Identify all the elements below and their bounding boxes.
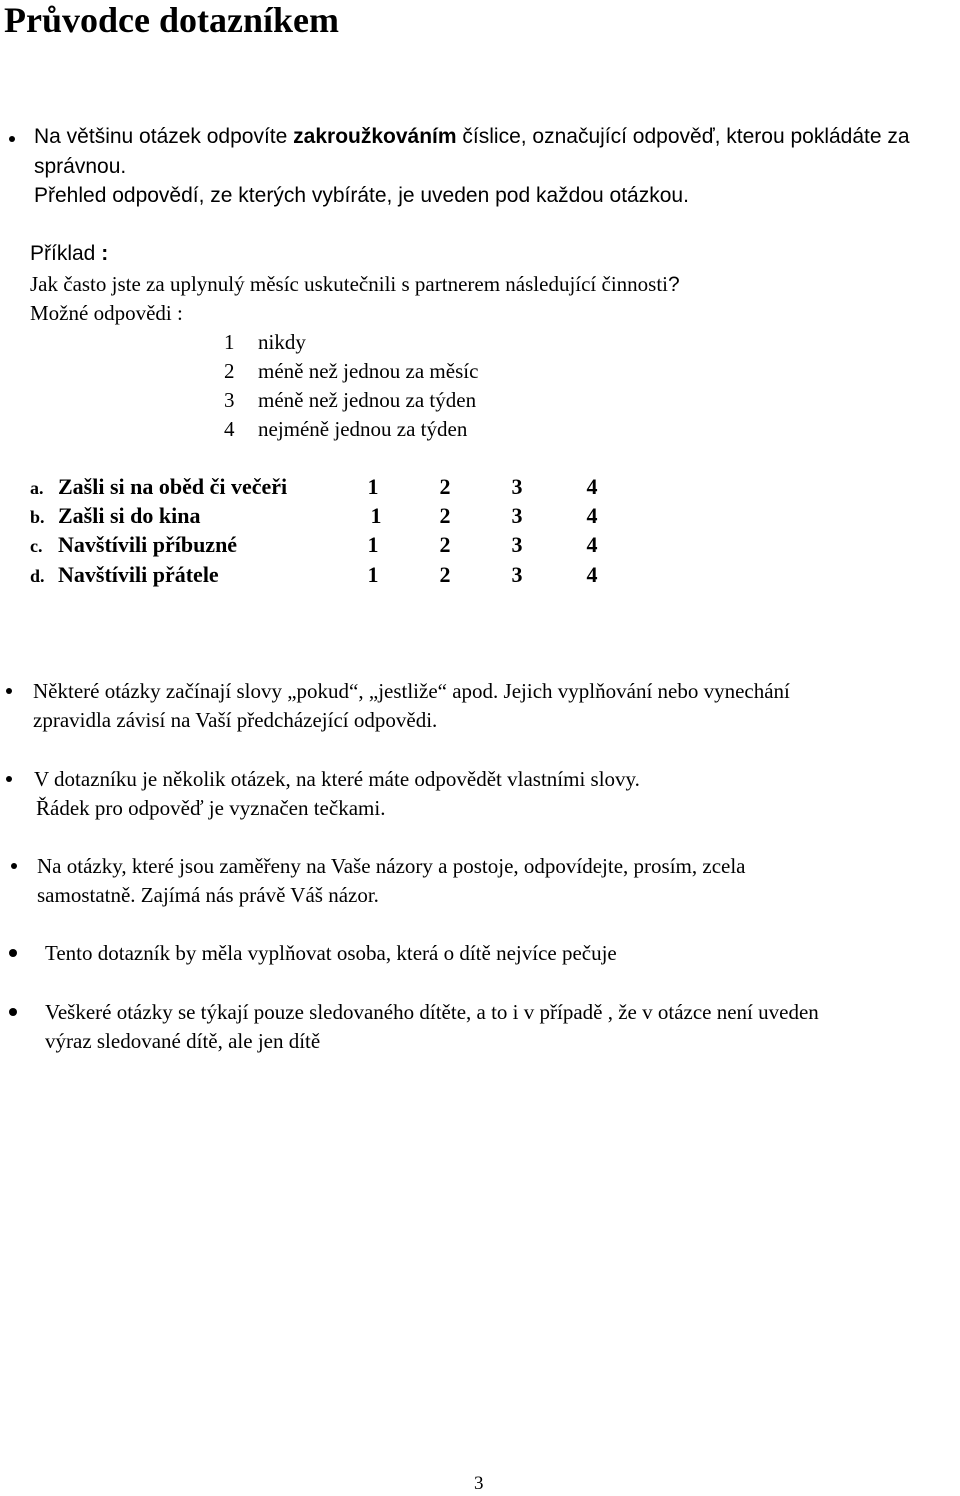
scale-value[interactable]: 3 — [511, 474, 523, 499]
intro-text: Na většinu otázek odpovíte — [34, 125, 294, 148]
item-scale — [0, 501, 960, 531]
answer-option-number: 3 — [224, 388, 235, 412]
bullet-icon — [11, 863, 17, 869]
scale-value[interactable]: 3 — [511, 503, 523, 528]
answer-option-number: 1 — [224, 330, 235, 354]
example-question-mark: ? — [668, 273, 680, 296]
item-text: Navštívili přátele — [58, 562, 219, 587]
answer-option — [224, 385, 476, 415]
page-number: 3 — [474, 1473, 484, 1494]
example-question — [30, 269, 680, 300]
item-text: Navštívili příbuzné — [58, 532, 238, 557]
answers-label: Možné odpovědi : — [30, 301, 183, 325]
bullet-icon — [9, 136, 15, 142]
item-scale — [0, 472, 960, 502]
item-scale — [0, 560, 960, 590]
note-line: výraz sledované dítě, ale jen dítě — [45, 1029, 321, 1053]
note-line: Na otázky, které jsou zaměřeny na Vaše názory a postoje, odpovídejte, prosím, zcela — [37, 854, 746, 878]
answer-option — [224, 414, 467, 444]
scale-value[interactable]: 2 — [439, 532, 451, 557]
scale-value[interactable]: 1 — [370, 503, 382, 528]
item-text: Zašli si na oběd či večeři — [58, 474, 288, 499]
intro-text-end: číslice, označující odpověď, kterou pokládáte za — [456, 125, 910, 148]
note-line: Některé otázky začínají slovy „pokud“, „jestliže“ apod. Jejich vyplňování nebo vynechání — [33, 679, 790, 703]
item-letter: c. — [30, 536, 43, 556]
scale-value[interactable]: 3 — [511, 532, 523, 557]
scale-value[interactable]: 1 — [367, 474, 379, 499]
answer-option-text: nejméně jednou za týden — [258, 417, 468, 441]
answer-option-text: méně než jednou za měsíc — [258, 359, 479, 383]
scale-value[interactable]: 4 — [586, 532, 598, 557]
bullet-icon — [9, 1008, 17, 1016]
scale-value[interactable]: 2 — [439, 562, 451, 587]
bullet-icon — [6, 688, 12, 694]
scale-value[interactable]: 2 — [439, 474, 451, 499]
item-letter: d. — [30, 566, 45, 586]
example-label: Příklad — [30, 242, 96, 265]
item-letter: a. — [30, 478, 44, 498]
bullet-icon — [9, 949, 17, 957]
scale-value[interactable]: 1 — [367, 562, 379, 587]
note-line: samostatně. Zajímá nás právě Váš názor. — [37, 883, 379, 907]
note-line: V dotazníku je několik otázek, na které máte odpovědět vlastními slovy. — [34, 767, 640, 791]
answer-option-text: méně než jednou za týden — [258, 388, 477, 412]
scale-value[interactable]: 4 — [586, 474, 598, 499]
intro-line-1 — [34, 122, 910, 152]
intro-line-2: správnou. — [34, 155, 127, 178]
bullet-icon — [6, 776, 12, 782]
answer-option — [224, 356, 478, 386]
scale-value[interactable]: 2 — [439, 503, 451, 528]
example-label-row — [30, 239, 108, 269]
answer-option — [224, 327, 306, 357]
intro-bold-text: zakroužkováním — [293, 125, 457, 148]
scale-value[interactable]: 3 — [511, 562, 523, 587]
item-scale — [0, 530, 960, 560]
answer-option-number: 4 — [224, 417, 235, 441]
answer-option-number: 2 — [224, 359, 235, 383]
scale-value[interactable]: 1 — [367, 532, 379, 557]
note-line: zpravidla závisí na Vaší předcházející odpovědi. — [33, 708, 438, 732]
page-title: Průvodce dotazníkem — [4, 0, 339, 40]
item-text: Zašli si do kina — [58, 503, 201, 528]
scale-value[interactable]: 4 — [586, 503, 598, 528]
example-question-text: Jak často jste za uplynulý měsíc uskutečnili s partnerem následující činnosti — [30, 272, 669, 296]
example-colon: : — [101, 242, 109, 265]
scale-value[interactable]: 4 — [586, 562, 598, 587]
note-line: Tento dotazník by měla vyplňovat osoba, která o dítě nejvíce pečuje — [45, 941, 617, 965]
intro-line-3: Přehled odpovědí, ze kterých vybíráte, je uveden pod každou otázkou. — [34, 184, 689, 207]
note-line: Řádek pro odpověď je vyznačen tečkami. — [36, 796, 386, 820]
note-line: Veškeré otázky se týkají pouze sledovaného dítěte, a to i v případě , že v otázce není uveden — [45, 1000, 819, 1024]
item-letter: b. — [30, 507, 45, 527]
answer-option-text: nikdy — [258, 330, 306, 354]
